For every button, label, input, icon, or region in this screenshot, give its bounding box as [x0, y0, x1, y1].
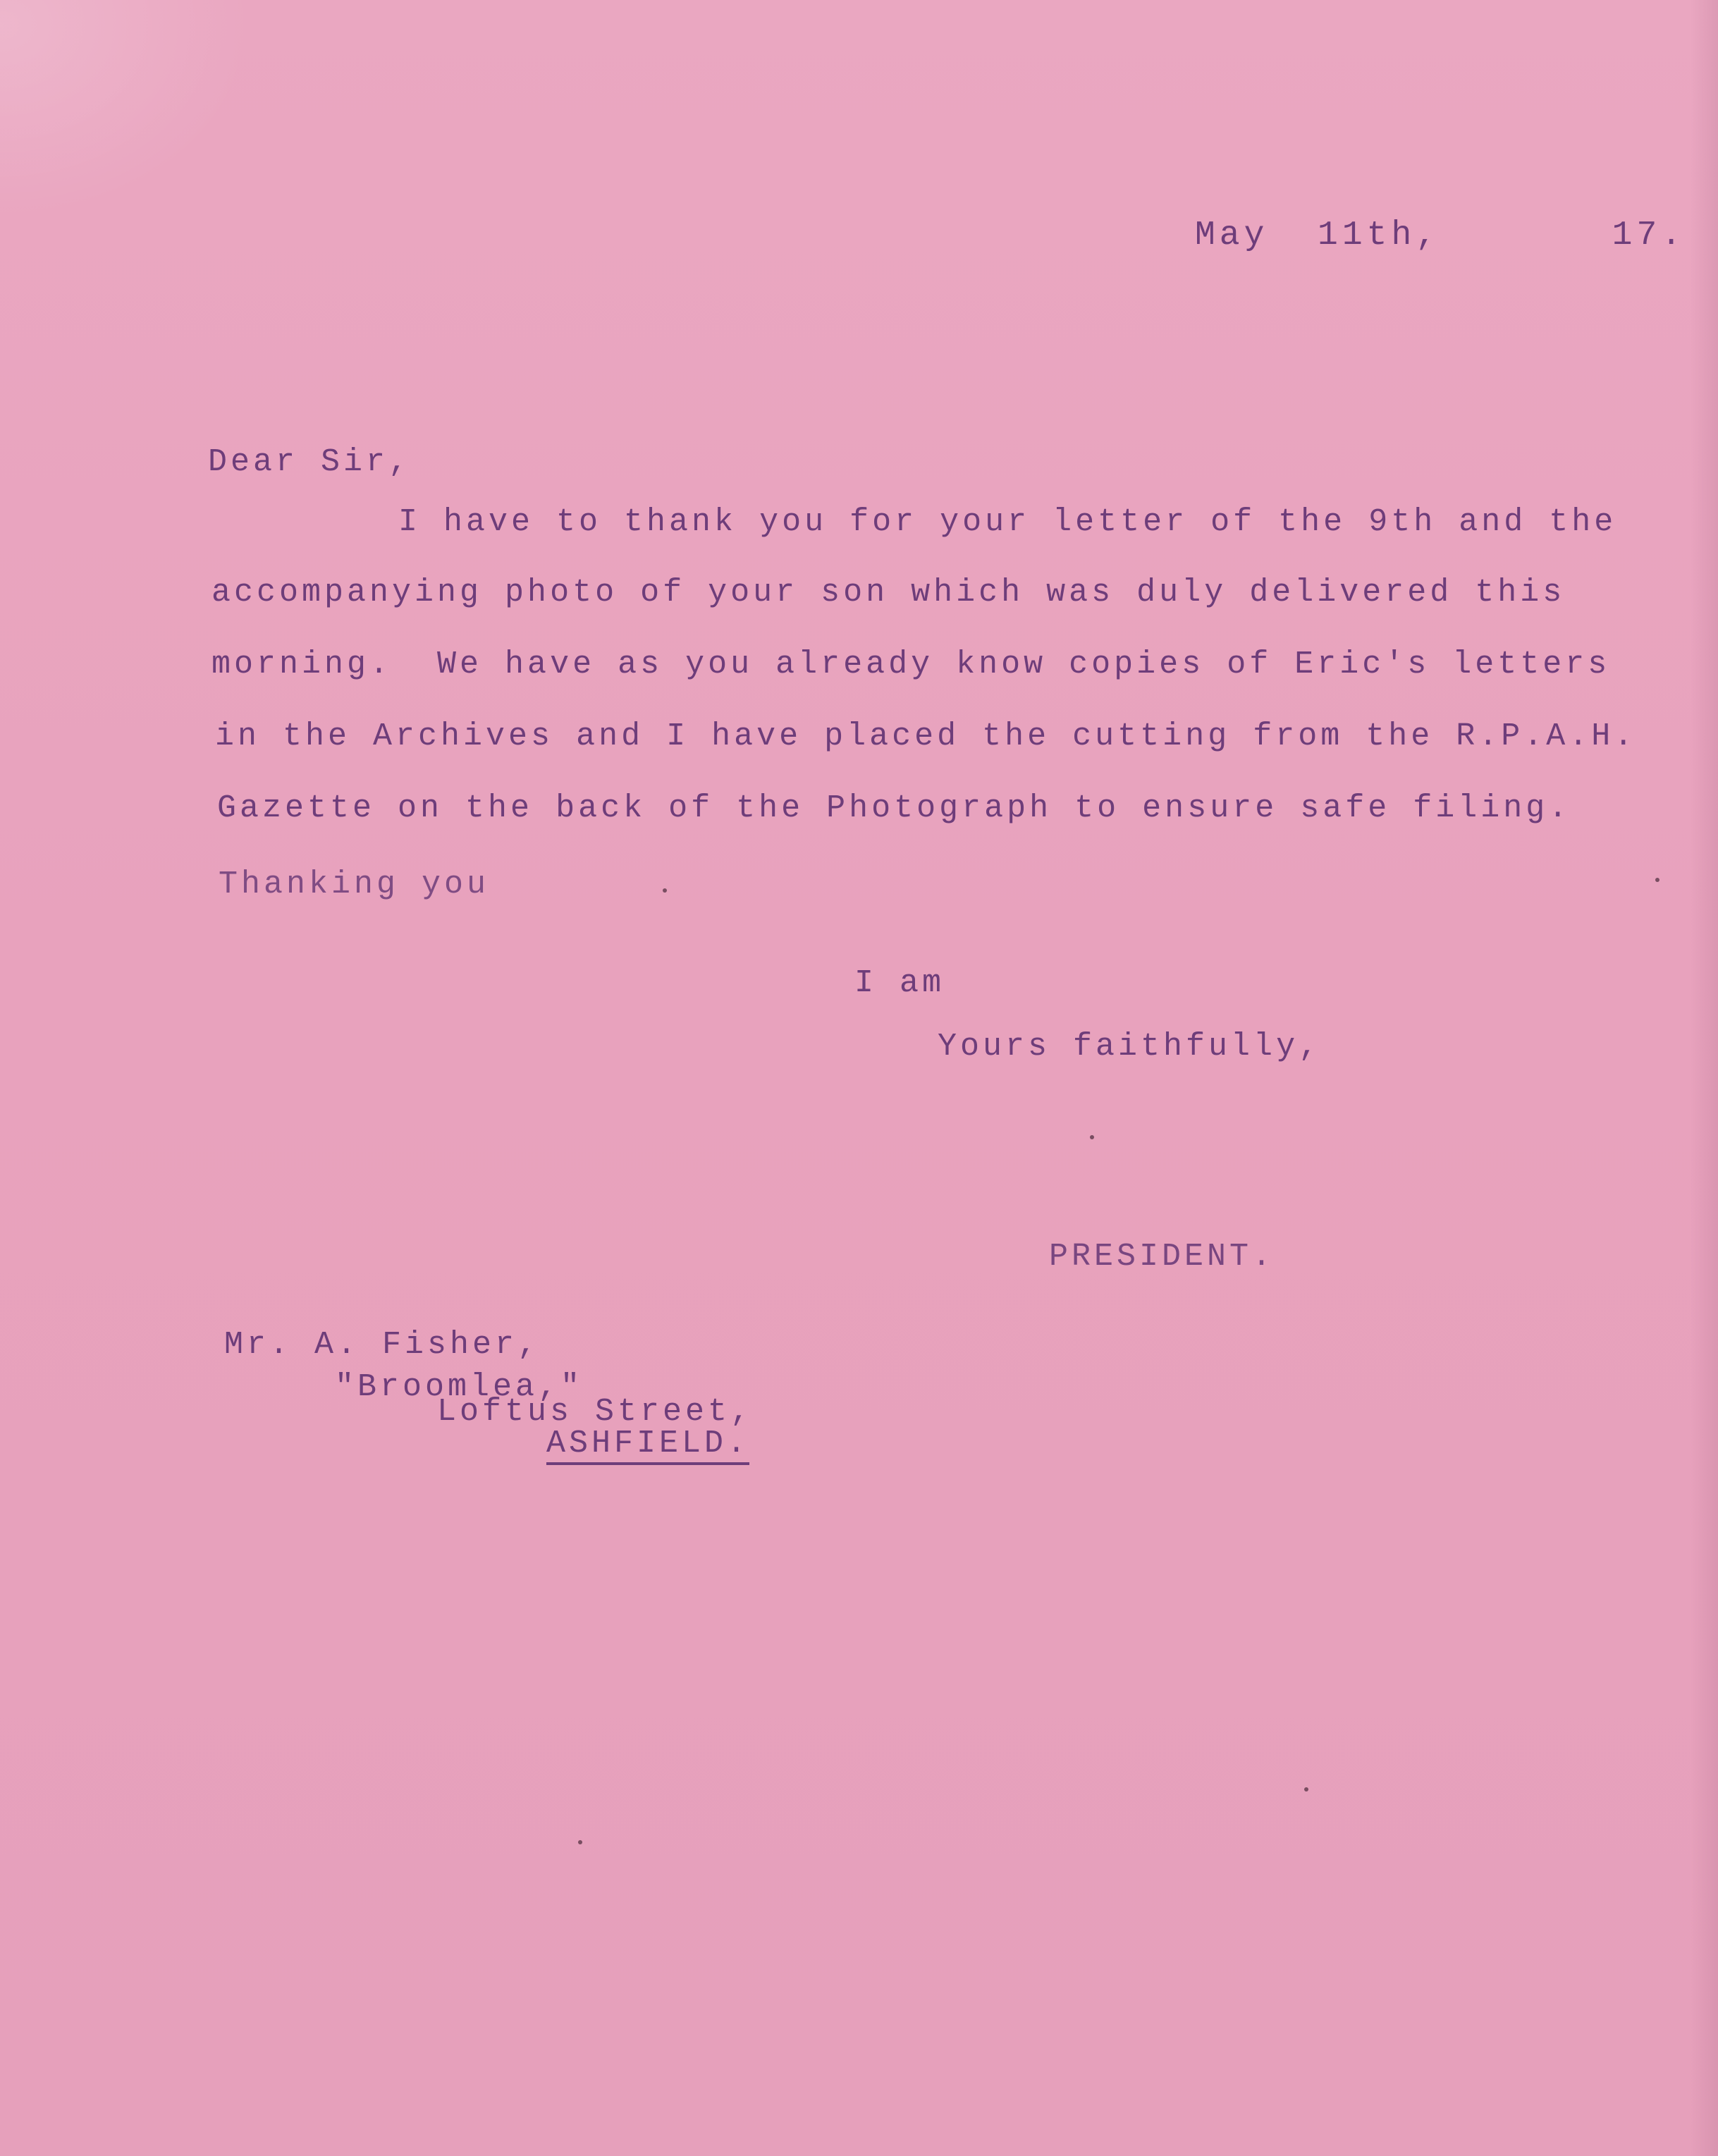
paper-speck	[578, 1840, 582, 1844]
paper-speck	[1090, 1135, 1094, 1139]
body-line-5: Gazette on the back of the Photograph to ensure safe filing.	[217, 790, 1571, 826]
address-line-suburb: ASHFIELD.	[546, 1428, 749, 1465]
closing-i-am: I am	[854, 965, 945, 1001]
body-line-3: morning. We have as you already know copies of Eric's letters	[211, 647, 1611, 682]
salutation: Dear Sir,	[208, 444, 412, 480]
paper-fold-shading	[0, 0, 296, 254]
paper-speck	[1304, 1787, 1308, 1791]
letter-date: May 11th, 17.	[1195, 216, 1686, 255]
address-line-name: Mr. A. Fisher,	[224, 1327, 541, 1363]
address-line-house: "Broomlea,"	[335, 1369, 584, 1405]
closing-yours-faithfully: Yours faithfully,	[938, 1029, 1322, 1065]
body-line-2: accompanying photo of your son which was duly delivered this	[211, 575, 1566, 611]
address-line-street: Loftus Street,	[437, 1394, 754, 1430]
paper-speck	[1655, 878, 1659, 882]
body-line-6: Thanking you	[219, 866, 490, 902]
paper-edge-shading	[1690, 0, 1718, 2156]
signer-title: PRESIDENT.	[1049, 1239, 1275, 1275]
paper-speck	[663, 888, 667, 893]
body-line-4: in the Archives and I have placed the cutting from the R.P.A.H.	[215, 718, 1637, 754]
body-line-1: I have to thank you for your letter of the 9th and the	[398, 504, 1617, 540]
